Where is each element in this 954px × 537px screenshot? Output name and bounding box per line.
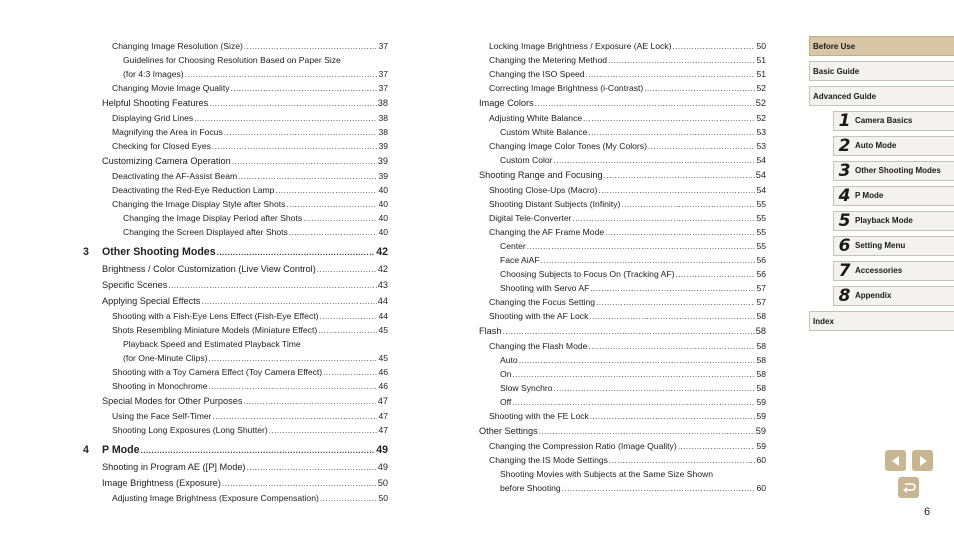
toc-leader-dots xyxy=(247,460,377,476)
toc-entry-title: Locking Image Brightness / Exposure (AE Lock) xyxy=(489,41,672,51)
toc-entry[interactable] xyxy=(477,267,766,281)
chapter-tab-label: Camera Basics xyxy=(855,116,913,125)
toc-entry-continuation[interactable] xyxy=(80,351,388,365)
toc-page-number: 59 xyxy=(756,397,766,407)
toc-leader-dots xyxy=(243,394,376,410)
toc-page-number: 58 xyxy=(755,326,766,336)
toc-entry-title: Shooting in Program AE ([P] Mode) xyxy=(102,462,246,472)
toc-entry[interactable] xyxy=(477,353,766,367)
toc-entry-title: Digital Tele-Converter xyxy=(489,213,572,223)
toc-entry-title: Shooting Distant Subjects (Infinity) xyxy=(489,199,621,209)
toc-entry[interactable] xyxy=(477,253,766,267)
toc-page-number: 58 xyxy=(756,341,766,351)
toc-entry[interactable] xyxy=(477,395,766,409)
toc-entry-title: Changing Image Color Tones (My Colors) xyxy=(489,141,647,151)
toc-leader-dots xyxy=(217,244,376,262)
toc-entry-title: before Shooting xyxy=(500,483,561,493)
toc-entry[interactable] xyxy=(80,475,388,491)
chapter-number: 4 xyxy=(83,444,89,456)
toc-entry-title: Shooting with the FE Lock xyxy=(489,411,589,421)
toc-page-number: 50 xyxy=(377,478,388,488)
toc-page-number: 58 xyxy=(756,383,766,393)
toc-leader-dots xyxy=(644,82,755,96)
chapter-tab-label: Appendix xyxy=(855,291,892,300)
toc-page-number: 53 xyxy=(756,127,766,137)
toc-leader-dots xyxy=(168,278,376,294)
toc-page-number: 58 xyxy=(756,369,766,379)
toc-entry-title: Shooting Range and Focusing xyxy=(479,170,603,180)
toc-entry[interactable] xyxy=(80,409,388,423)
toc-entry-title: Other Shooting Modes xyxy=(102,246,216,258)
toc-leader-dots xyxy=(512,396,755,410)
toc-page-number: 45 xyxy=(378,325,388,335)
toc-entry-title: Applying Special Effects xyxy=(102,296,201,306)
toc-leader-dots xyxy=(539,424,755,440)
triangle-left-icon xyxy=(889,454,903,468)
toc-entry-title: Shooting Movies with Subjects at the Same Size Shown xyxy=(500,469,714,479)
toc-entry-title: (for 4:3 Images) xyxy=(123,69,184,79)
tab-chapter-2[interactable] xyxy=(833,136,954,156)
toc-leader-dots xyxy=(512,368,755,382)
toc-page-number: 37 xyxy=(378,83,388,93)
toc-page-number: 38 xyxy=(378,113,388,123)
toc-entry[interactable] xyxy=(477,439,766,453)
toc-page-number: 59 xyxy=(756,441,766,451)
toc-page-number: 49 xyxy=(377,462,388,472)
prev-page-button[interactable] xyxy=(885,450,906,471)
toc-entry[interactable] xyxy=(477,367,766,381)
chapter-tab-label: Playback Mode xyxy=(855,216,913,225)
toc-entry-title: Playback Speed and Estimated Playback Time xyxy=(123,339,301,349)
toc-leader-dots xyxy=(232,154,377,170)
toc-leader-dots xyxy=(222,476,377,492)
toc-entry-title: Displaying Grid Lines xyxy=(112,113,194,123)
chapter-tab-label: P Mode xyxy=(855,191,884,200)
toc-entry-title: Shooting with a Fish-Eye Lens Effect (Fish-Eye Effect) xyxy=(112,311,319,321)
toc-entry[interactable] xyxy=(80,225,388,239)
toc-entry-title: Brightness / Color Customization (Live View Control) xyxy=(102,264,316,274)
toc-entry-title: Helpful Shooting Features xyxy=(102,98,209,108)
toc-entry[interactable] xyxy=(80,379,388,393)
toc-entry-title: Flash xyxy=(479,326,502,336)
toc-page-number: 58 xyxy=(756,355,766,365)
toc-page-number: 55 xyxy=(756,227,766,237)
toc-leader-dots xyxy=(140,442,375,460)
toc-page-number: 60 xyxy=(756,483,766,493)
toc-leader-dots xyxy=(590,410,756,424)
toc-leader-dots xyxy=(527,240,756,254)
page-number: 6 xyxy=(924,506,931,518)
chapter-tab-label: Other Shooting Modes xyxy=(855,166,941,175)
toc-entry-title: Changing Movie Image Quality xyxy=(112,83,230,93)
toc-entry[interactable] xyxy=(80,393,388,409)
toc-entry-title: Changing the Flash Mode xyxy=(489,341,588,351)
toc-entry-title: Choosing Subjects to Focus On (Tracking AF) xyxy=(500,269,675,279)
toc-page-number: 47 xyxy=(378,425,388,435)
toc-entry[interactable] xyxy=(80,337,388,351)
toc-leader-dots xyxy=(318,324,377,338)
toc-page-number: 56 xyxy=(756,255,766,265)
toc-leader-dots xyxy=(604,168,755,184)
toc-entry[interactable] xyxy=(477,423,766,439)
toc-entry[interactable] xyxy=(477,111,766,125)
return-button[interactable] xyxy=(898,477,919,498)
chapter-tab-label: Setting Menu xyxy=(855,241,906,250)
toc-entry-title: Off xyxy=(500,397,512,407)
toc-entry[interactable] xyxy=(477,197,766,211)
toc-entry-title: Image Colors xyxy=(479,98,534,108)
toc-entry[interactable] xyxy=(80,423,388,437)
chapter-number: 3 xyxy=(83,246,89,258)
toc-page-number: 37 xyxy=(378,41,388,51)
triangle-right-icon xyxy=(916,454,930,468)
tab-basic-guide[interactable]: Basic Guide xyxy=(809,61,954,81)
toc-page-number: 60 xyxy=(756,455,766,465)
toc-entry-title: Adjusting White Balance xyxy=(489,113,583,123)
toc-entry-title: Center xyxy=(500,241,526,251)
tab-chapter-5[interactable] xyxy=(833,211,954,231)
toc-page-number: 50 xyxy=(756,41,766,51)
toc-entry-title: Shooting with Servo AF xyxy=(500,283,590,293)
toc-leader-dots xyxy=(609,454,755,468)
toc-entry[interactable] xyxy=(80,277,388,293)
toc-leader-dots xyxy=(201,294,376,310)
toc-entry[interactable] xyxy=(477,225,766,239)
toc-entry[interactable] xyxy=(80,183,388,197)
toc-entry[interactable] xyxy=(477,211,766,225)
toc-entry-title: Shooting Close-Ups (Macro) xyxy=(489,185,598,195)
toc-leader-dots xyxy=(608,54,755,68)
toc-page-number: 59 xyxy=(755,426,766,436)
toc-page-number: 54 xyxy=(756,155,766,165)
toc-page-number: 53 xyxy=(756,141,766,151)
toc-entry[interactable] xyxy=(477,167,766,183)
toc-entry[interactable] xyxy=(80,261,388,277)
toc-page-number: 39 xyxy=(377,156,388,166)
toc-leader-dots xyxy=(289,226,378,240)
next-page-button[interactable] xyxy=(912,450,933,471)
toc-page-number: 37 xyxy=(378,69,388,79)
toc-page-number: 40 xyxy=(378,213,388,223)
chapter-number-icon: 1 xyxy=(838,111,851,131)
toc-leader-dots xyxy=(554,154,756,168)
toc-leader-dots xyxy=(519,354,756,368)
toc-entry-title: P Mode xyxy=(102,444,140,456)
toc-entry-continuation[interactable] xyxy=(80,67,388,81)
toc-leader-dots xyxy=(238,170,377,184)
toc-entry-title: Changing the Image Display Period after Shots xyxy=(123,213,303,223)
toc-leader-dots xyxy=(535,96,755,112)
toc-entry-title: Checking for Closed Eyes xyxy=(112,141,211,151)
toc-leader-dots xyxy=(320,492,378,506)
toc-page-number: 44 xyxy=(378,311,388,321)
toc-page-number: 51 xyxy=(756,55,766,65)
toc-leader-dots xyxy=(678,440,756,454)
toc-entry[interactable] xyxy=(477,467,766,481)
toc-entry-title: Specific Scenes xyxy=(102,280,168,290)
chapter-number-icon: 3 xyxy=(838,161,851,181)
toc-entry-title: Changing Image Resolution (Size) xyxy=(112,41,243,51)
toc-entry[interactable] xyxy=(477,295,766,309)
toc-entry-title: Changing the Screen Displayed after Shots xyxy=(123,227,288,237)
toc-entry-title: Face AiAF xyxy=(500,255,540,265)
toc-page-number: 52 xyxy=(756,113,766,123)
toc-entry[interactable] xyxy=(477,95,766,111)
tab-chapter-8[interactable] xyxy=(833,286,954,306)
toc-entry[interactable] xyxy=(80,365,388,379)
toc-chapter-entry[interactable] xyxy=(80,243,388,261)
toc-entry-title: Magnifying the Area in Focus xyxy=(112,127,223,137)
toc-page-number: 40 xyxy=(378,185,388,195)
toc-page-number: 38 xyxy=(378,127,388,137)
toc-chapter-entry[interactable] xyxy=(80,441,388,459)
toc-entry-title: Changing the IS Mode Settings xyxy=(489,455,608,465)
toc-entry-title: Correcting Image Brightness (i-Contrast) xyxy=(489,83,644,93)
toc-entry-title: Shooting in Monochrome xyxy=(112,381,208,391)
toc-entry-title: Other Settings xyxy=(479,426,538,436)
toc-leader-dots xyxy=(303,212,377,226)
toc-page-number: 55 xyxy=(756,199,766,209)
toc-leader-dots xyxy=(589,310,755,324)
toc-leader-dots xyxy=(209,380,378,394)
toc-entry-title: Deactivating the AF-Assist Beam xyxy=(112,171,238,181)
toc-page-number: 40 xyxy=(378,199,388,209)
chapter-tab-label: Accessories xyxy=(855,266,903,275)
toc-entry[interactable] xyxy=(477,381,766,395)
toc-entry-title: Deactivating the Red-Eye Reduction Lamp xyxy=(112,185,275,195)
toc-entry[interactable] xyxy=(477,453,766,467)
toc-leader-dots xyxy=(275,184,377,198)
toc-entry-title: Shooting with the AF Lock xyxy=(489,311,589,321)
toc-entry-title: Changing the Compression Ratio (Image Quality) xyxy=(489,441,677,451)
tab-before-use[interactable]: Before Use xyxy=(809,36,954,56)
toc-entry[interactable] xyxy=(80,323,388,337)
return-arrow-icon xyxy=(901,481,917,495)
chapter-number-icon: 2 xyxy=(838,136,851,156)
toc-page-number: 42 xyxy=(376,246,388,258)
toc-entry[interactable] xyxy=(80,169,388,183)
toc-entry-title: Changing the Metering Method xyxy=(489,55,608,65)
toc-leader-dots xyxy=(596,296,755,310)
toc-entry[interactable] xyxy=(80,81,388,95)
toc-entry-title: Auto xyxy=(500,355,518,365)
toc-page-number: 56 xyxy=(756,269,766,279)
toc-page-number: 39 xyxy=(378,171,388,181)
toc-leader-dots xyxy=(583,112,755,126)
toc-entry[interactable] xyxy=(80,95,388,111)
toc-page-number: 39 xyxy=(378,141,388,151)
toc-entry-title: Image Brightness (Exposure) xyxy=(102,478,221,488)
toc-entry[interactable] xyxy=(80,125,388,139)
toc-leader-dots xyxy=(244,40,378,54)
toc-page-number: 45 xyxy=(378,353,388,363)
toc-entry-title: Adjusting Image Brightness (Exposure Compensation) xyxy=(112,493,319,503)
toc-entry[interactable] xyxy=(477,139,766,153)
toc-leader-dots xyxy=(621,198,755,212)
toc-leader-dots xyxy=(541,254,756,268)
toc-page-number: 47 xyxy=(378,411,388,421)
toc-page-number: 55 xyxy=(756,241,766,251)
toc-page-number: 54 xyxy=(755,170,766,180)
toc-leader-dots xyxy=(554,382,756,396)
chapter-number-icon: 8 xyxy=(838,286,851,306)
toc-left-column xyxy=(80,39,388,505)
tab-chapter-1[interactable] xyxy=(833,111,954,131)
chapter-number-icon: 4 xyxy=(838,186,851,206)
toc-entry[interactable] xyxy=(80,309,388,323)
toc-entry[interactable] xyxy=(477,409,766,423)
toc-entry-title: Shooting Long Exposures (Long Shutter) xyxy=(112,425,268,435)
toc-entry[interactable] xyxy=(477,281,766,295)
toc-page-number: 59 xyxy=(756,411,766,421)
tab-chapter-7[interactable] xyxy=(833,261,954,281)
toc-page-number: 43 xyxy=(377,280,388,290)
toc-leader-dots xyxy=(648,140,755,154)
toc-entry-title: Changing the AF Frame Mode xyxy=(489,227,605,237)
toc-entry[interactable] xyxy=(477,53,766,67)
tab-chapter-4[interactable] xyxy=(833,186,954,206)
toc-leader-dots xyxy=(588,126,755,140)
toc-leader-dots xyxy=(590,282,755,296)
toc-entry[interactable] xyxy=(477,239,766,253)
toc-leader-dots xyxy=(320,310,378,324)
toc-leader-dots xyxy=(676,268,756,282)
toc-page-number: 50 xyxy=(378,493,388,503)
toc-entry-title: Special Modes for Other Purposes xyxy=(102,396,243,406)
toc-leader-dots xyxy=(209,352,378,366)
tab-index[interactable]: Index xyxy=(809,311,954,331)
tab-advanced-guide[interactable]: Advanced Guide xyxy=(809,86,954,106)
toc-entry[interactable] xyxy=(80,39,388,53)
toc-entry-title: Custom Color xyxy=(500,155,553,165)
toc-entry[interactable] xyxy=(80,139,388,153)
toc-leader-dots xyxy=(194,112,377,126)
tab-chapter-6[interactable] xyxy=(833,236,954,256)
toc-leader-dots xyxy=(598,184,755,198)
toc-entry[interactable] xyxy=(477,339,766,353)
toc-page-number: 52 xyxy=(755,98,766,108)
toc-leader-dots xyxy=(286,198,377,212)
toc-page-number: 44 xyxy=(377,296,388,306)
toc-page-number: 49 xyxy=(376,444,388,456)
toc-entry[interactable] xyxy=(477,323,766,339)
toc-entry-title: Custom White Balance xyxy=(500,127,588,137)
toc-page-number: 46 xyxy=(378,367,388,377)
toc-entry-title: (for One-Minute Clips) xyxy=(123,353,208,363)
toc-page-number: 55 xyxy=(756,213,766,223)
toc-entry-title: Customizing Camera Operation xyxy=(102,156,231,166)
toc-page-number: 42 xyxy=(377,264,388,274)
toc-entry[interactable] xyxy=(477,39,766,53)
toc-entry[interactable] xyxy=(477,183,766,197)
toc-entry[interactable] xyxy=(477,67,766,81)
toc-leader-dots xyxy=(562,482,756,496)
toc-entry[interactable] xyxy=(80,459,388,475)
toc-entry[interactable] xyxy=(477,153,766,167)
toc-entry[interactable] xyxy=(477,81,766,95)
toc-leader-dots xyxy=(231,82,378,96)
chapter-tab-label: Auto Mode xyxy=(855,141,897,150)
toc-entry[interactable] xyxy=(80,53,388,67)
toc-page-number: 52 xyxy=(756,83,766,93)
toc-page-number: 46 xyxy=(378,381,388,391)
toc-entry-title: Slow Synchro xyxy=(500,383,553,393)
toc-leader-dots xyxy=(212,140,378,154)
toc-entry[interactable] xyxy=(80,293,388,309)
toc-leader-dots xyxy=(224,126,378,140)
toc-leader-dots xyxy=(502,324,754,340)
toc-leader-dots xyxy=(672,40,755,54)
sidebar-nav xyxy=(809,36,954,336)
toc-leader-dots xyxy=(269,424,378,438)
toc-page-number: 57 xyxy=(756,297,766,307)
toc-entry[interactable] xyxy=(477,125,766,139)
toc-leader-dots xyxy=(572,212,755,226)
toc-page-number: 51 xyxy=(756,69,766,79)
tab-chapter-3[interactable] xyxy=(833,161,954,181)
toc-entry[interactable] xyxy=(80,153,388,169)
toc-leader-dots xyxy=(586,68,756,82)
toc-page-number: 47 xyxy=(377,396,388,406)
toc-entry[interactable] xyxy=(80,111,388,125)
toc-entry-title: Changing the ISO Speed xyxy=(489,69,585,79)
toc-entry-title: Changing the Image Display Style after Shots xyxy=(112,199,286,209)
toc-leader-dots xyxy=(213,410,378,424)
toc-entry[interactable] xyxy=(80,491,388,505)
toc-entry-title: Changing the Focus Setting xyxy=(489,297,596,307)
toc-leader-dots xyxy=(317,262,377,278)
toc-leader-dots xyxy=(605,226,755,240)
toc-entry-title: On xyxy=(500,369,512,379)
toc-page-number: 38 xyxy=(377,98,388,108)
toc-entry-title: Shooting with a Toy Camera Effect (Toy Camera Effect) xyxy=(112,367,323,377)
toc-entry[interactable] xyxy=(80,211,388,225)
toc-entry-title: Using the Face Self-Timer xyxy=(112,411,212,421)
toc-page-number: 54 xyxy=(756,185,766,195)
chapter-number-icon: 6 xyxy=(838,236,851,256)
toc-page-number: 58 xyxy=(756,311,766,321)
toc-leader-dots xyxy=(209,96,377,112)
toc-page-number: 57 xyxy=(756,283,766,293)
toc-leader-dots xyxy=(185,68,378,82)
chapter-number-icon: 5 xyxy=(838,211,851,231)
toc-entry-title: Shots Resembling Miniature Models (Miniature Effect) xyxy=(112,325,318,335)
toc-entry-continuation[interactable] xyxy=(477,481,766,495)
toc-page-number: 40 xyxy=(378,227,388,237)
toc-entry[interactable] xyxy=(477,309,766,323)
chapter-number-icon: 7 xyxy=(838,261,851,281)
toc-right-column xyxy=(477,39,766,495)
toc-leader-dots xyxy=(588,340,755,354)
toc-entry-title: Guidelines for Choosing Resolution Based on Paper Size xyxy=(123,55,341,65)
toc-entry[interactable] xyxy=(80,197,388,211)
toc-leader-dots xyxy=(323,366,377,380)
